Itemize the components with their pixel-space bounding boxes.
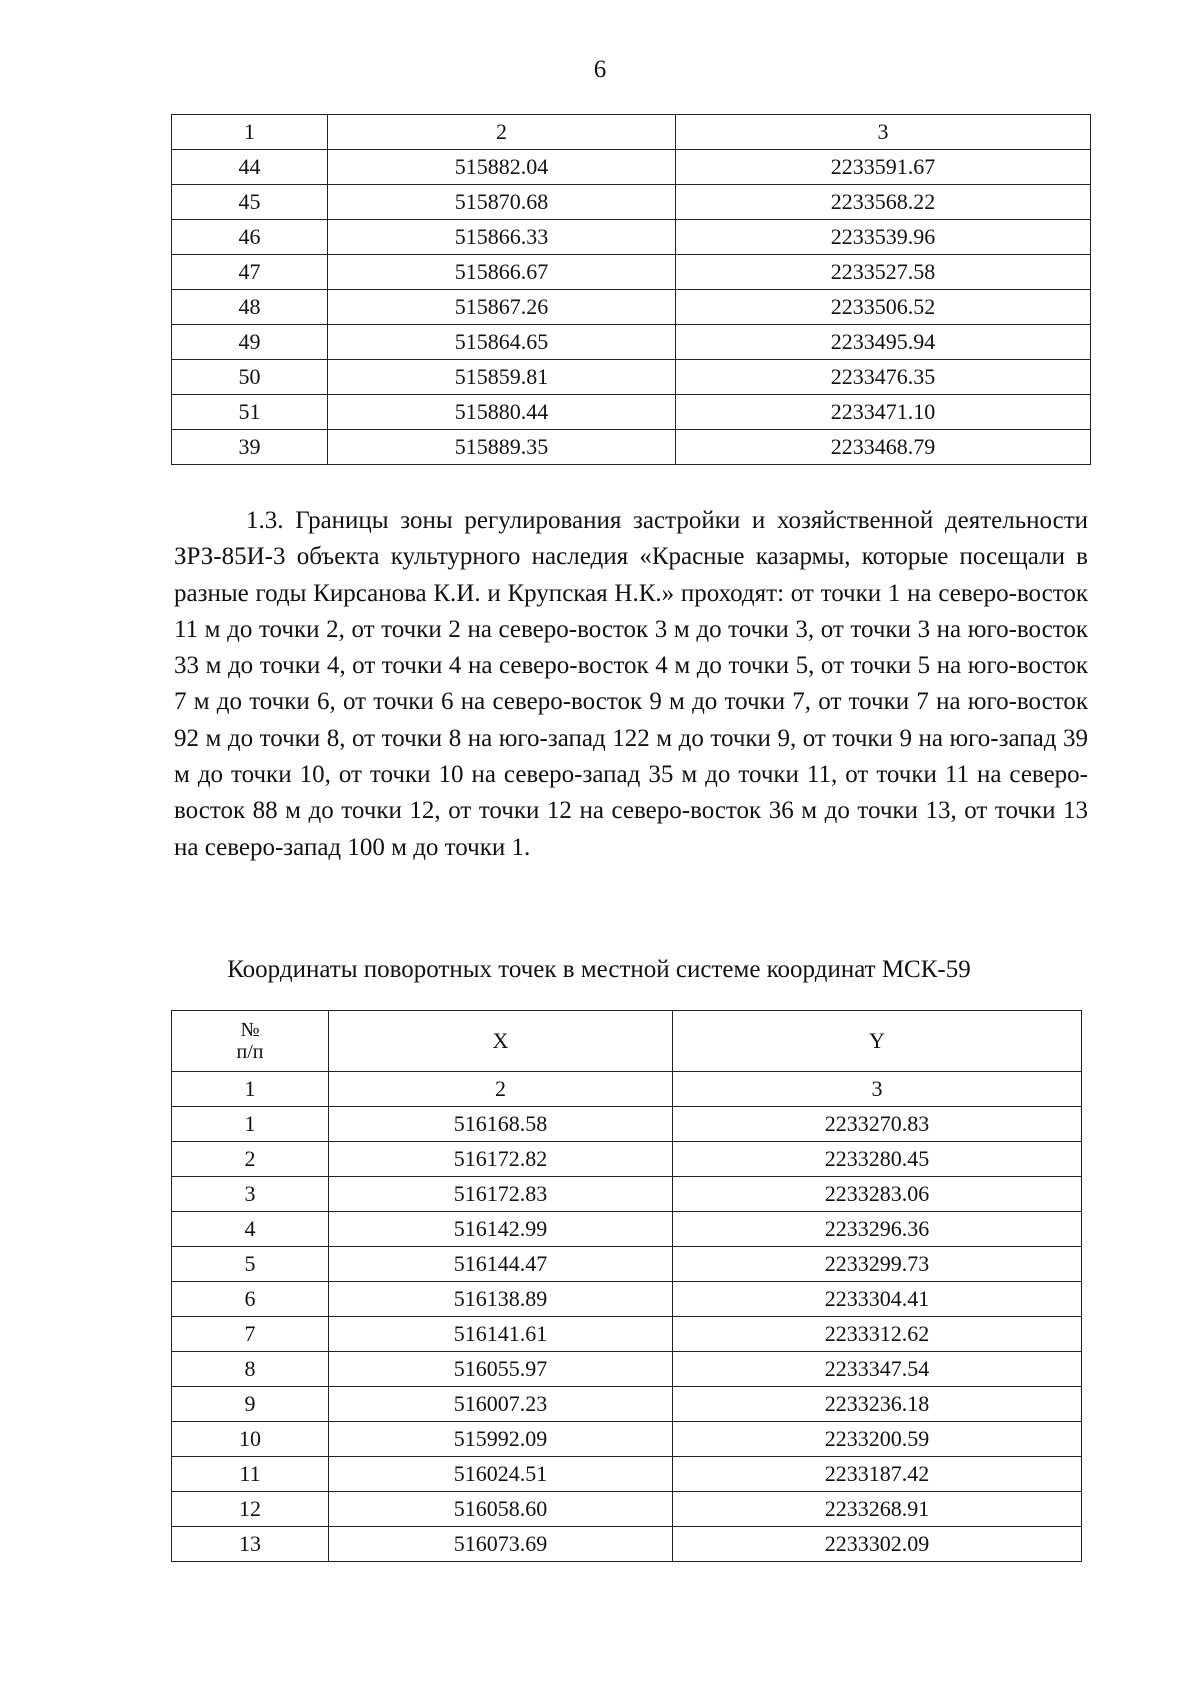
y-coordinate-cell: 2233280.45 [673,1142,1082,1177]
table-row [172,360,1091,395]
coordinates-table-msk59 [171,1010,1082,1562]
y-coordinate-cell: 2233268.91 [673,1492,1082,1527]
x-coordinate-cell: 516024.51 [329,1457,673,1492]
table-row [172,150,1091,185]
table-row [172,1457,1082,1492]
x-coordinate-cell: 516142.99 [329,1212,673,1247]
y-coordinate-cell: 2233471.10 [676,395,1091,430]
point-number-cell: 5 [172,1247,329,1282]
x-coordinate-cell: 515859.81 [328,360,676,395]
table-row [172,325,1091,360]
y-coordinate-cell: 2233495.94 [676,325,1091,360]
y-coordinate-cell: 2233296.36 [673,1212,1082,1247]
table-caption-text: Координаты поворотных точек в местной системе координат МСК-59 [227,956,971,983]
x-coordinate-cell: 516055.97 [329,1352,673,1387]
column-number-row [172,115,1091,150]
point-number-cell: 11 [172,1457,329,1492]
x-coordinate-cell: 516058.60 [329,1492,673,1527]
point-number-cell: 48 [172,290,328,325]
x-coordinate-cell: 515880.44 [328,395,676,430]
x-coordinate-cell: 515992.09 [329,1422,673,1457]
point-number-cell: 46 [172,220,328,255]
table-row [172,185,1091,220]
header-sequence-label: п/п [236,1041,264,1063]
x-coordinate-cell: 515889.35 [328,430,676,465]
point-number-cell: 4 [172,1212,329,1247]
point-number-cell: 1 [172,1107,329,1142]
x-coordinate-cell: 515870.68 [328,185,676,220]
table-row [172,1387,1082,1422]
x-coordinate-cell: 516138.89 [329,1282,673,1317]
y-coordinate-cell: 2233539.96 [676,220,1091,255]
x-coordinate-cell: 516168.58 [329,1107,673,1142]
point-number-cell: 9 [172,1387,329,1422]
y-coordinate-cell: 2233568.22 [676,185,1091,220]
column-number: 2 [329,1072,673,1107]
point-number-cell: 3 [172,1177,329,1212]
x-coordinate-cell: 515864.65 [328,325,676,360]
point-number-cell: 47 [172,255,328,290]
x-coordinate-cell: 516141.61 [329,1317,673,1352]
x-coordinate-cell: 515866.33 [328,220,676,255]
x-coordinate-cell: 516172.83 [329,1177,673,1212]
table-row [172,220,1091,255]
column-number-row [172,1072,1082,1107]
x-coordinate-cell: 515866.67 [328,255,676,290]
x-coordinate-cell: 516073.69 [329,1527,673,1562]
point-number-cell: 13 [172,1527,329,1562]
page-number: 6 [593,56,607,83]
table-row [172,395,1091,430]
point-number-cell: 7 [172,1317,329,1352]
x-coordinate-cell: 516172.82 [329,1142,673,1177]
point-number-cell: 51 [172,395,328,430]
x-coordinate-cell: 516144.47 [329,1247,673,1282]
column-number: 2 [328,115,676,150]
table-body [172,1072,1082,1562]
y-coordinate-cell: 2233302.09 [673,1527,1082,1562]
point-number-cell: 49 [172,325,328,360]
point-number-cell: 10 [172,1422,329,1457]
table-row [172,1247,1082,1282]
table-body [172,115,1091,465]
y-coordinate-cell: 2233200.59 [673,1422,1082,1457]
table-row [172,1422,1082,1457]
table-row [172,1352,1082,1387]
column-header-number [172,1011,329,1072]
point-number-cell: 2 [172,1142,329,1177]
y-coordinate-cell: 2233591.67 [676,150,1091,185]
point-number-cell: 12 [172,1492,329,1527]
table-row [172,1317,1082,1352]
table-row [172,290,1091,325]
x-coordinate-cell: 515867.26 [328,290,676,325]
table-caption [0,956,1200,984]
table-row [172,1527,1082,1562]
coordinates-table-continued [171,114,1091,465]
y-coordinate-cell: 2233187.42 [673,1457,1082,1492]
column-header-y: Y [673,1011,1082,1072]
y-coordinate-cell: 2233312.62 [673,1317,1082,1352]
table-row [172,1212,1082,1247]
point-number-cell: 8 [172,1352,329,1387]
y-coordinate-cell: 2233506.52 [676,290,1091,325]
y-coordinate-cell: 2233304.41 [673,1282,1082,1317]
y-coordinate-cell: 2233236.18 [673,1387,1082,1422]
point-number-cell: 50 [172,360,328,395]
x-coordinate-cell: 516007.23 [329,1387,673,1422]
point-number-cell: 39 [172,430,328,465]
point-number-cell: 45 [172,185,328,220]
zone-boundary-description: 1.3. Границы зоны регулирования застройки и хозяйственной деятельности ЗРЗ-85И-3 объекта культурного наследия «Красные казармы, которые посещали в разные годы Кирсанова К.И. и Крупская Н.К.» проходят: от точки 1 на северо-восток 11 м до точки 2, от точки 2 на северо-восток 3 м до точки 3, от точки 3 на юго-восток 33 м до точки 4, от точки 4 на северо-восток 4 м до точки 5, от точки 5 на юго-восток 7 м до точки 6, от точки 6 на северо-восток 9 м до точки 7, от точки 7 на юго-восток 92 м до точки 8, от точки 8 на юго-запад 122 м до точки 9, от точки 9 на юго-запад 39 м до точки 10, от точки 10 на северо-запад 35 м до точки 11, от точки 11 на северо-восток 88 м до точки 12, от точки 12 на северо-восток 36 м до точки 13, от точки 13 на северо-запад 100 м до точки 1. [174,507,1088,861]
table-row [172,1492,1082,1527]
table-row [172,255,1091,290]
table-row [172,430,1091,465]
column-number: 3 [676,115,1091,150]
table-row [172,1177,1082,1212]
table-row [172,1107,1082,1142]
y-coordinate-cell: 2233270.83 [673,1107,1082,1142]
y-coordinate-cell: 2233347.54 [673,1352,1082,1387]
column-number: 1 [172,115,328,150]
y-coordinate-cell: 2233299.73 [673,1247,1082,1282]
y-coordinate-cell: 2233476.35 [676,360,1091,395]
header-number-sign: № [240,1019,260,1041]
y-coordinate-cell: 2233527.58 [676,255,1091,290]
y-coordinate-cell: 2233283.06 [673,1177,1082,1212]
point-number-cell: 6 [172,1282,329,1317]
column-header-x: X [329,1011,673,1072]
column-number: 3 [673,1072,1082,1107]
table-row [172,1282,1082,1317]
table-header-row [172,1011,1082,1072]
x-coordinate-cell: 515882.04 [328,150,676,185]
point-number-cell: 44 [172,150,328,185]
table-row [172,1142,1082,1177]
column-number: 1 [172,1072,329,1107]
y-coordinate-cell: 2233468.79 [676,430,1091,465]
